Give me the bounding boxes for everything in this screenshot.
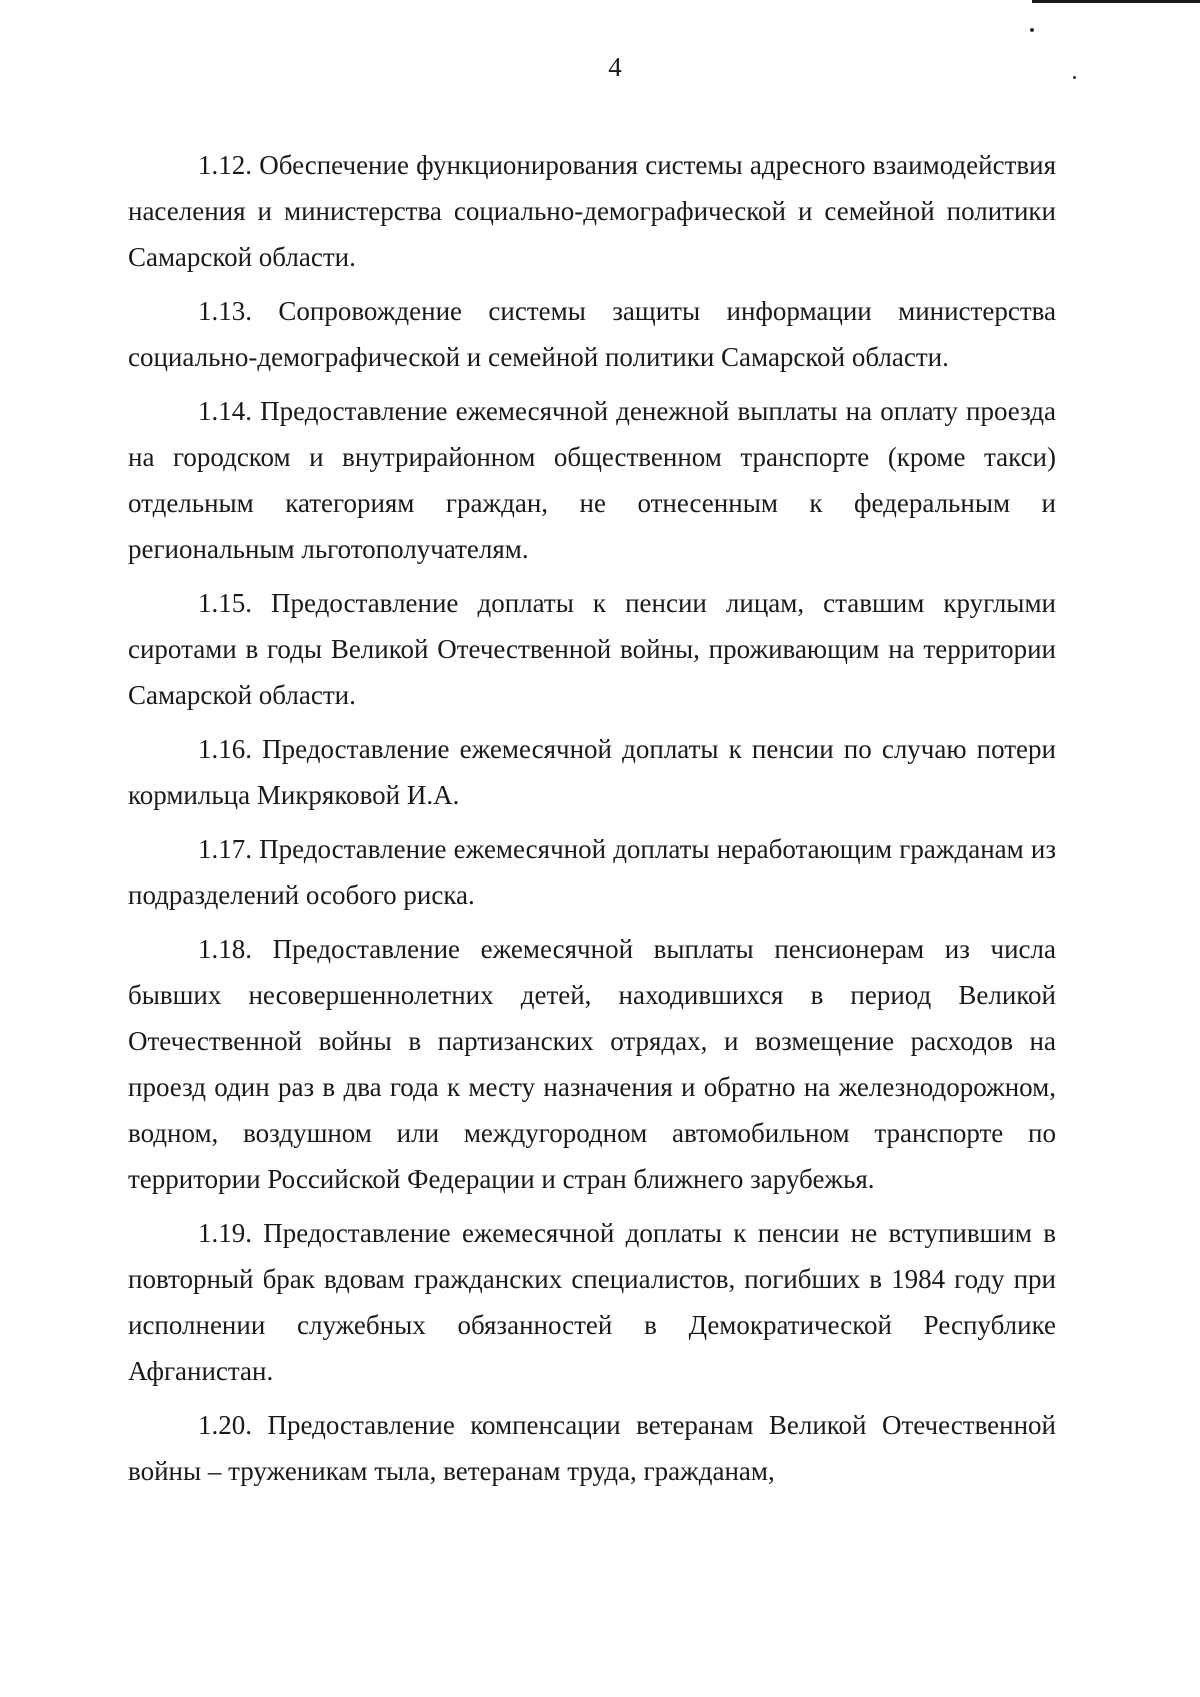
paragraph-1-13: 1.13. Сопровождение системы защиты информации министерства социально-демографической и семейной политики Самарской области. bbox=[128, 296, 1056, 372]
paragraph-1-14: 1.14. Предоставление ежемесячной денежной выплаты на оплату проезда на городском и внутрирайонном общественном транспорте (кроме такси) отдельным категориям граждан, не отнесенным к федеральным и региональным льготополучателям. bbox=[128, 396, 1056, 564]
paragraph-1-18: 1.18. Предоставление ежемесячной выплаты пенсионерам из числа бывших несовершеннолетних детей, находившихся в период Великой Отечественной войны в партизанских отрядах, и возмещение расходов на проезд один раз в два года к месту назначения и обратно на железнодорожном, водном, воздушном или междугородном автомобильном транспорте по территории Российской Федерации и стран ближнего зарубежья. bbox=[128, 934, 1056, 1194]
paragraph-1-16: 1.16. Предоставление ежемесячной доплаты к пенсии по случаю потери кормильца Микряковой И.А. bbox=[128, 734, 1056, 810]
scan-speck bbox=[1030, 28, 1034, 32]
paragraph-1-15: 1.15. Предоставление доплаты к пенсии лицам, ставшим круглыми сиротами в годы Великой Отечественной войны, проживающим на территории Самарской области. bbox=[128, 588, 1056, 710]
paragraph-1-19: 1.19. Предоставление ежемесячной доплаты к пенсии не вступившим в повторный брак вдовам гражданских специалистов, погибших в 1984 году при исполнении служебных обязанностей в Демократической Республике Афганистан. bbox=[128, 1218, 1056, 1386]
scan-speck bbox=[1073, 76, 1076, 79]
paragraph-1-20: 1.20. Предоставление компенсации ветеранам Великой Отечественной войны – труженикам тыла, ветеранам труда, гражданам, bbox=[128, 1410, 1056, 1486]
top-edge-rule bbox=[1032, 0, 1200, 3]
paragraph-1-17: 1.17. Предоставление ежемесячной доплаты неработающим гражданам из подразделений особого риска. bbox=[128, 834, 1056, 910]
document-body bbox=[128, 142, 1056, 1494]
page-number: 4 bbox=[608, 52, 622, 82]
paragraph-1-12: 1.12. Обеспечение функционирования системы адресного взаимодействия населения и министерства социально-демографической и семейной политики Самарской области. bbox=[128, 150, 1056, 272]
